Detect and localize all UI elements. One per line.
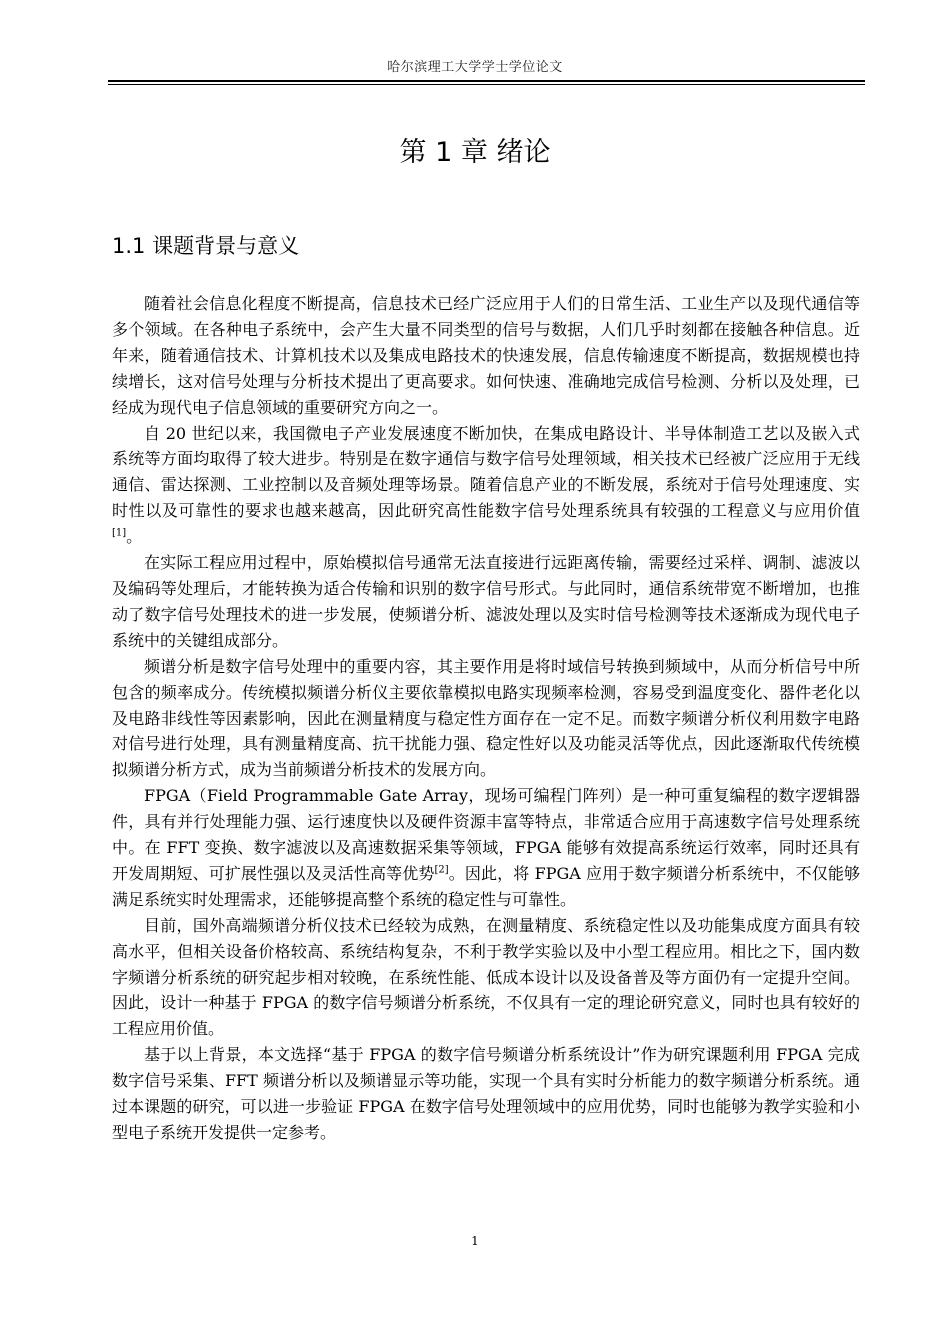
paragraph-6	[112, 913, 860, 1043]
paragraph-3	[112, 550, 860, 654]
paragraph-5	[112, 783, 860, 913]
paragraph-text: 频谱分析是数字信号处理中的重要内容，其主要作用是将时域信号转换到频域中，从而分析信号中所包含的频率成分。传统模拟频谱分析仪主要依靠模拟电路实现频率检测，容易受到温度变化、器件老化以及电路非线性等因素影响，因此在测量精度与稳定性方面存在一定不足。而数字频谱分析仪利用数字电路对信号进行处理，具有测量精度高、抗干扰能力强、稳定性好以及功能灵活等优点，因此逐渐取代传统模拟频谱分析方式，成为当前频谱分析技术的发展方向。	[112, 656, 860, 780]
paragraph-2	[112, 421, 860, 551]
header-rule	[108, 80, 865, 85]
citation-1: [1]	[112, 527, 127, 539]
paragraph-text: 自 20 世纪以来，我国微电子产业发展速度不断加快，在集成电路设计、半导体制造工艺以及嵌入式系统等方面均取得了较大进步。特别是在数字通信与数字信号处理领域，相关技术已经被广泛应用于无线通信、雷达探测、工业控制以及音频处理等场景。随着信息产业的不断发展，系统对于信号处理速度、实时性以及可靠性的要求也越来越高，因此研究高性能数字信号处理系统具有较强的工程意义与应用价值	[112, 423, 860, 521]
paragraph-text: 随着社会信息化程度不断提高，信息技术已经广泛应用于人们的日常生活、工业生产以及现代通信等多个领域。在各种电子系统中，会产生大量不同类型的信号与数据，人们几乎时刻都在接触各种信息。近年来，随着通信技术、计算机技术以及集成电路技术的快速发展，信息传输速度不断提高，数据规模也持续增长，这对信号处理与分析技术提出了更高要求。如何快速、准确地完成信号检测、分析以及处理，已经成为现代电子信息领域的重要研究方向之一。	[112, 294, 860, 417]
paragraph-text: 基于以上背景，本文选择“基于 FPGA 的数字信号频谱分析系统设计”作为研究课题利用 FPGA 完成数字信号采集、FFT 频谱分析以及频谱显示等功能，实现一个具有实时分析能力的数字频谱分析系统。通过本课题的研究，可以进一步验证 FPGA 在数字信号处理领域中的应用优势，同时也能够为教学实验和小型电子系统开发提供一定参考。	[112, 1045, 860, 1142]
citation-2: [2]	[434, 864, 449, 876]
section-title: 1.1 课题背景与意义	[112, 234, 300, 258]
paragraph-tail: 。	[126, 527, 143, 547]
paragraph-tail: 。因此，将 FPGA 应用于数字频谱分析系统中，不仅能够满足系统实时处理需求，还能够提高整个系统的稳定性与可靠性。	[112, 863, 860, 909]
paragraph-text: 目前，国外高端频谱分析仪技术已经较为成熟，在测量精度、系统稳定性以及功能集成度方面具有较高水平，但相关设备价格较高、系统结构复杂，不利于教学实验以及中小型工程应用。相比之下，国内数字频谱分析系统的研究起步相对较晚，在系统性能、低成本设计以及设备普及等方面仍有一定提升空间。因此，设计一种基于 FPGA 的数字信号频谱分析系统，不仅具有一定的理论研究意义，同时也具有较好的工程应用价值。	[112, 915, 860, 1039]
paragraph-4	[112, 654, 860, 784]
running-header: 哈尔滨理工大学学士学位论文	[387, 60, 563, 75]
paragraph-1	[112, 291, 860, 421]
paragraph-text: 在实际工程应用过程中，原始模拟信号通常无法直接进行远距离传输，需要经过采样、调制、滤波以及编码等处理后，才能转换为适合传输和识别的数字信号形式。与此同时，通信系统带宽不断增加，也推动了数字信号处理技术的进一步发展，使频谱分析、滤波处理以及实时信号检测等技术逐渐成为现代电子系统中的关键组成部分。	[112, 553, 860, 650]
paragraph-text: FPGA（Field Programmable Gate Array，现场可编程门阵列）是一种可重复编程的数字逻辑器件，具有并行处理能力强、运行速度快以及硬件资源丰富等特点，非常适合应用于高速数字信号处理系统中。在 FFT 变换、数字滤波以及高速数据采集等领域，FPGA 能够有效提高系统运行效率，同时还具有开发周期短、可扩展性强以及灵活性高等优势	[112, 786, 860, 883]
chapter-title: 第 1 章 绪论	[399, 137, 551, 168]
page-number: 1	[471, 1234, 479, 1248]
body-text	[112, 291, 860, 1146]
paragraph-7	[112, 1042, 860, 1146]
